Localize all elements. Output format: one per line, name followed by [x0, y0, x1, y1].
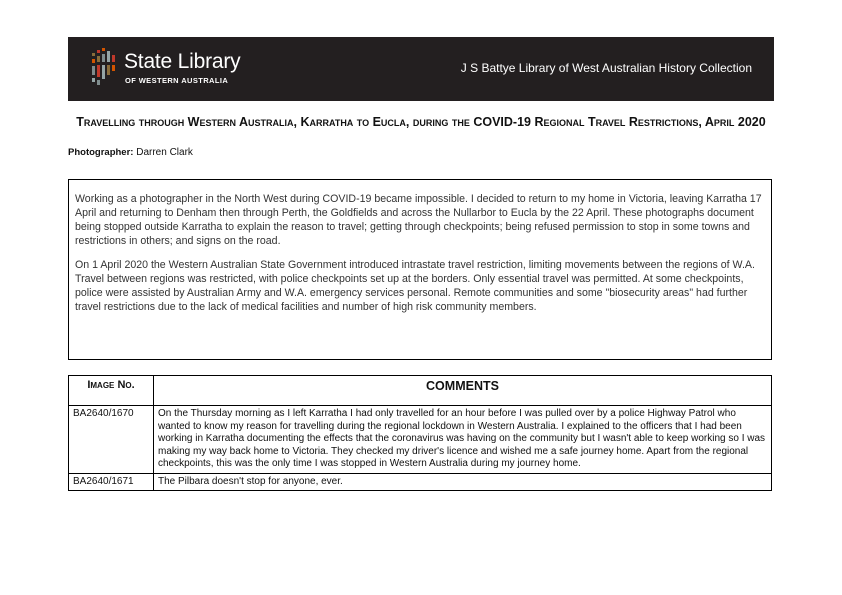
image-id-cell: BA2640/1671 [69, 473, 154, 491]
comments-header: COMMENTS [154, 376, 772, 406]
logo-subtitle: OF WESTERN AUSTRALIA [125, 76, 229, 85]
document-title: Travelling through Western Australia, Karratha to Eucla, during the COVID-19 Regional Travel Restrictions, April 2020 [76, 115, 766, 129]
comment-cell: On the Thursday morning as I left Karratha I had only travelled for an hour before I was pulled over by a police Highway Patrol who wanted to know my reason for travelling during the regional lockdown in Western Australia. I explained to the officers that I had been working in Karratha documenting the effects that the coronavirus was having on the community but I wasn't able to keep working so I was making my way back home to Victoria. They checked my driver's licence and wished me a safe journey home. Apart from the regional checkpoints, this was the only time I was stopped in Western Australia during my journey home. [154, 406, 772, 474]
library-logo-icon [90, 47, 120, 89]
comments-table [68, 375, 772, 491]
comment-cell: The Pilbara doesn't stop for anyone, ever. [154, 473, 772, 491]
header-banner [68, 37, 774, 101]
table-row [69, 406, 772, 474]
logo-title: State Library [124, 50, 241, 73]
state-library-logo[interactable] [90, 45, 250, 93]
image-no-header: Image No. [69, 376, 154, 406]
intro-box [68, 179, 772, 360]
photographer-name: Darren Clark [136, 147, 193, 158]
table-header-row [69, 376, 772, 406]
photographer-line [68, 147, 193, 158]
table-row [69, 473, 772, 491]
image-id-cell: BA2640/1670 [69, 406, 154, 474]
intro-paragraph: Working as a photographer in the North West during COVID-19 became impossible. I decided to return to my home in Victoria, leaving Karratha 17 April and returning to Denham then through Perth, the Goldfields and across the Nullarbor to Eucla by the 22 April. These photographs document being stopped outside Karratha to explain the reason to travel; getting through checkpoints; being refused permission to stop in some towns and restrictions in others; and signs on the road. [75, 193, 762, 247]
collection-name: J S Battye Library of West Australian History Collection [460, 61, 752, 75]
intro-paragraph: On 1 April 2020 the Western Australian State Government introduced intrastate travel restriction, limiting movements between the regions of W.A. Travel between regions was restricted, with police checkpoints set up at the borders. Only essential travel was permitted. At some checkpoints, police were assisted by Australian Army and W.A. emergency services personal. Remote communities and some "biosecurity areas" had further travel restrictions due to the lack of medical facilities and number of high risk community members. [75, 259, 755, 313]
photographer-label: Photographer: [68, 147, 134, 158]
